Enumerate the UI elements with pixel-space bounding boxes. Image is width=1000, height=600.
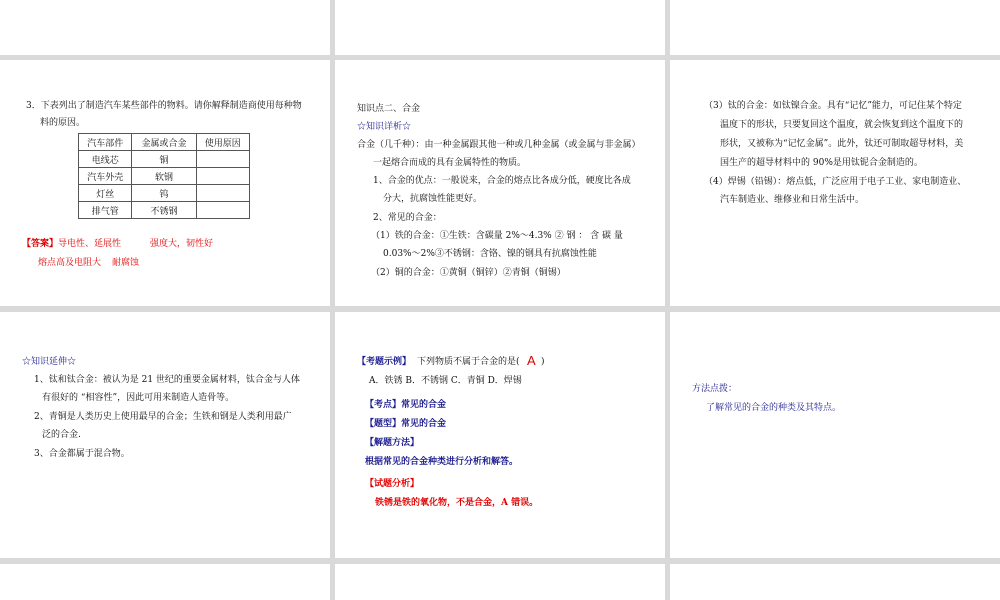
iron-alloys-2: 0.03%～2%③不锈钢：含铬、镍的钢具有抗腐蚀性能 [383, 249, 597, 259]
table-cell [196, 185, 249, 202]
alloy-definition-2: 一起熔合而成的具有金属特性的物质。 [373, 158, 527, 168]
table-cell [196, 151, 249, 168]
tixing-value: 常见的合金 [401, 419, 447, 429]
example-label: 【考题示例】 [357, 357, 412, 367]
iron-alloys-1: （1）铁的合金：①生铁：含碳量 2%～4.3% ② 钢 ： 含 碳 量 [371, 231, 623, 241]
table-cell: 不锈钢 [132, 202, 196, 219]
slide-knowledge-extension[interactable] [0, 312, 330, 558]
table-cell [196, 202, 249, 219]
section-heading: 知识点二、合金 [357, 104, 421, 114]
table-header-row [79, 134, 250, 151]
slide-next-right[interactable] [670, 564, 1000, 600]
titanium-line-4: 国生产的超导材料中的 90%是用钛铌合金制造的。 [720, 158, 923, 168]
question-text: 3．下表列出了制造汽车某些部件的物料。请你解释制造商使用每种物 [26, 101, 302, 111]
table-cell: 软钢 [132, 168, 196, 185]
tixing-label: 【题型】 [365, 419, 402, 429]
slide-top-middle[interactable] [335, 0, 665, 55]
extension-point-1a: 1、钛和钛合金：被认为是 21 世纪的重要金属材料，钛合金与人体 [34, 375, 300, 385]
table-cell: 灯丝 [79, 185, 132, 202]
kaodian-label: 【考点】 [365, 400, 402, 410]
alloy-advantage-2: 分大，抗腐蚀性能更好。 [383, 194, 483, 204]
answer-label: 【答案】 [22, 239, 59, 249]
slide-top-right[interactable] [670, 0, 1000, 55]
example-answer: A [527, 353, 536, 368]
detail-label: ☆知识详析☆ [357, 122, 412, 132]
analysis-text: 铁锈是铁的氧化物，不是合金，A 错误。 [375, 498, 539, 508]
titanium-line-2: 温度下的形状，只要复回这个温度，就会恢复到这个温度下的 [720, 120, 964, 130]
example-question: 下列物质不属于合金的是( [417, 357, 520, 367]
solder-line-1: （4）焊锡（铅锡）：熔点低，广泛应用于电子工业、家电制造业、 [704, 177, 967, 187]
table-row [79, 202, 250, 219]
table-cell: 汽车外壳 [79, 168, 132, 185]
solder-line-2: 汽车制造业、维修业和日常生活中。 [720, 195, 865, 205]
analysis-label: 【试题分析】 [365, 479, 420, 489]
extension-label: ☆知识延伸☆ [22, 357, 77, 367]
slide-alloy-knowledge[interactable] [335, 60, 665, 306]
extension-point-1b: 有很好的 “相容性”，因此可用来制造人造骨等。 [42, 393, 235, 403]
table-header: 金属或合金 [132, 134, 196, 151]
table-cell: 钨 [132, 185, 196, 202]
slide-titanium-solder[interactable] [670, 60, 1000, 306]
table-row [79, 168, 250, 185]
extension-point-3: 3、合金都属于混合物。 [34, 449, 130, 459]
table-cell: 排气管 [79, 202, 132, 219]
example-close: ) [541, 357, 545, 367]
table-header: 汽车部件 [79, 134, 132, 151]
slide-top-left[interactable] [0, 0, 330, 55]
question-text-cont: 料的原因。 [40, 118, 86, 128]
slide-next-left[interactable] [0, 564, 330, 600]
slide-method-tip[interactable] [670, 312, 1000, 558]
copper-alloys: （2）铜的合金：①黄铜（铜锌）②青铜（铜锡） [371, 268, 566, 278]
alloy-definition-1: 合金（几千种）：由一种金属跟其他一种或几种金属（或金属与非金属） [357, 140, 641, 150]
kaodian-value: 常见的合金 [401, 400, 447, 410]
titanium-line-3: 形状，又被称为“记忆金属”。此外，钛还可制取超导材料，美 [720, 139, 964, 149]
answer-line2: 熔点高及电阻大 [38, 258, 102, 268]
method-label: 【解题方法】 [365, 438, 420, 448]
table-row [79, 185, 250, 202]
slide-car-parts-question[interactable] [0, 60, 330, 306]
tip-label: 方法点拨： [692, 384, 738, 394]
slide-next-middle[interactable] [335, 564, 665, 600]
table-cell: 铜 [132, 151, 196, 168]
answer-line1: 导电性、延展性 [58, 239, 122, 249]
answer-line1b: 强度大，韧性好 [150, 239, 214, 249]
extension-point-2b: 泛的合金. [42, 430, 81, 440]
slide-exam-example[interactable] [335, 312, 665, 558]
method-text: 根据常见的合金种类进行分析和解答。 [365, 457, 519, 467]
example-options: A．铁锈 B．不锈钢 C．青铜 D．焊锡 [369, 376, 522, 386]
alloy-advantage-1: 1、合金的优点：一般说来，合金的熔点比各成分低，硬度比各成 [373, 176, 631, 186]
table-row [79, 151, 250, 168]
tip-text: 了解常见的合金的种类及其特点。 [706, 403, 842, 413]
table-cell [196, 168, 249, 185]
extension-point-2a: 2、青铜是人类历史上使用最早的合金；生铁和钢是人类利用最广 [34, 412, 292, 422]
car-parts-table [78, 133, 250, 219]
table-cell: 电线芯 [79, 151, 132, 168]
answer-line2b: 耐腐蚀 [112, 258, 140, 268]
table-header: 使用原因 [196, 134, 249, 151]
common-alloys: 2、常见的合金： [373, 213, 442, 223]
titanium-line-1: （3）钛的合金：如钛镍合金。具有“记忆”能力，可记住某个特定 [704, 101, 962, 111]
